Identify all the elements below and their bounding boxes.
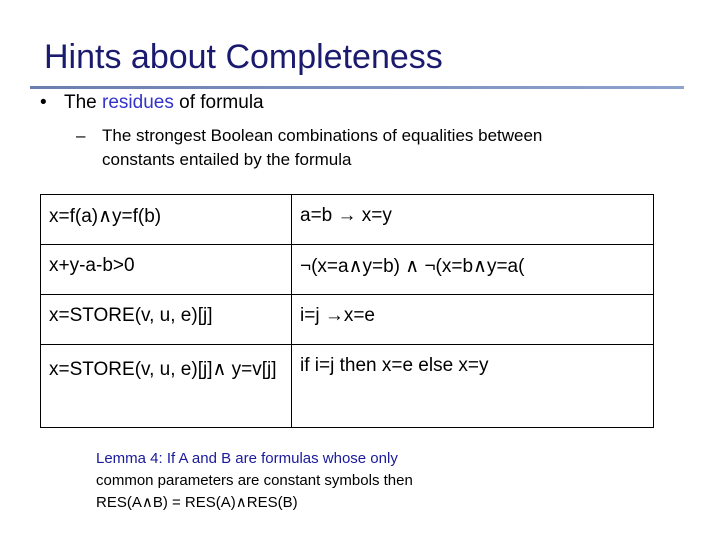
lemma-line-2: common parameters are constant symbols then bbox=[96, 472, 413, 489]
table-row bbox=[41, 245, 654, 295]
slide-title: Hints about Completeness bbox=[44, 38, 443, 76]
residue-cell: if i=j then x=e else x=y bbox=[292, 345, 654, 428]
residues-table bbox=[40, 194, 654, 428]
lemma-line-3: RES(A∧B) = RES(A)∧RES(B) bbox=[96, 494, 298, 511]
title-divider bbox=[30, 86, 684, 89]
bullet-highlight: residues bbox=[102, 92, 174, 113]
sub-bullet-line-1: The strongest Boolean combinations of equalities between bbox=[102, 126, 543, 145]
formula-cell: x+y-a-b>0 bbox=[41, 245, 292, 295]
residue-cell: i=j →x=e bbox=[292, 295, 654, 345]
bullet-suffix: of formula bbox=[173, 92, 264, 113]
formula-cell: x=STORE(v, u, e)[j]∧ y=v[j] bbox=[41, 345, 292, 428]
table-row bbox=[41, 345, 654, 428]
bullet-marker: • bbox=[40, 92, 47, 113]
residue-cell: a=b → x=y bbox=[292, 195, 654, 245]
main-bullet bbox=[40, 92, 264, 114]
sub-bullet-marker: – bbox=[76, 126, 86, 145]
lemma-label: Lemma 4 bbox=[96, 450, 159, 467]
table-row bbox=[41, 295, 654, 345]
bullet-prefix: The bbox=[64, 92, 103, 113]
formula-cell: x=STORE(v, u, e)[j] bbox=[41, 295, 292, 345]
sub-bullet bbox=[76, 124, 542, 172]
formula-cell: x=f(a)∧y=f(b) bbox=[41, 195, 292, 245]
lemma-block bbox=[96, 448, 413, 514]
table-row bbox=[41, 195, 654, 245]
lemma-line-1: : If A and B are formulas whose only bbox=[158, 450, 398, 467]
sub-bullet-line-2: constants entailed by the formula bbox=[102, 150, 352, 169]
residue-cell: ¬(x=a∧y=b) ∧ ¬(x=b∧y=a( bbox=[292, 245, 654, 295]
